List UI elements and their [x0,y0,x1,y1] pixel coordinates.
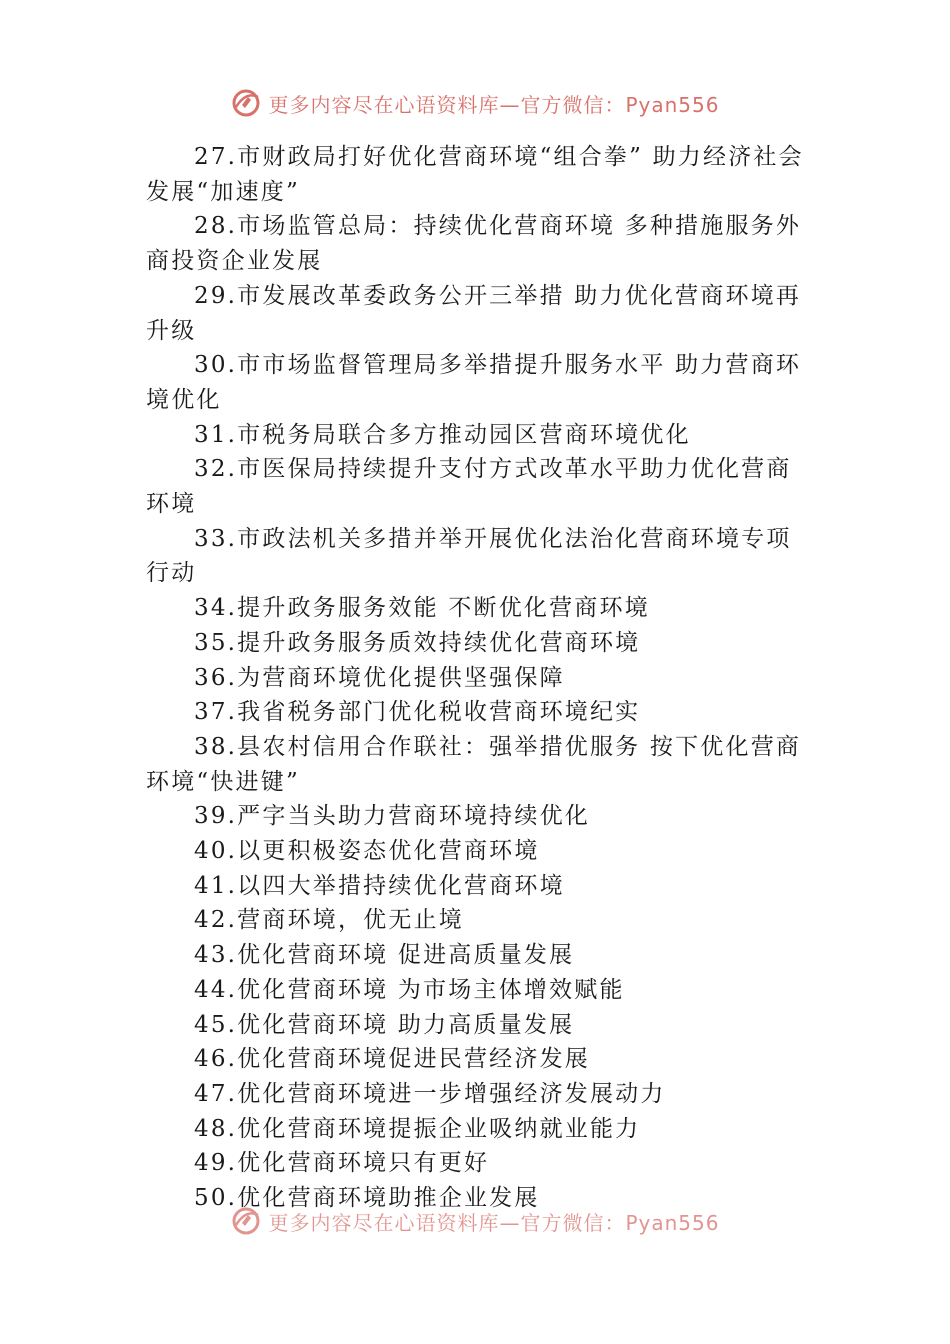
list-item: 30.市市场监督管理局多举措提升服务水平 助力营商环境优化 [146,352,802,413]
logo-icon [230,87,262,119]
list-item: 45.优化营商环境 助力高质量发展 [194,1011,575,1038]
watermark-footer [0,1206,950,1236]
list-item: 31.市税务局联合多方推动园区营商环境优化 [194,421,691,448]
list-item: 50.优化营商环境助推企业发展 [194,1185,540,1212]
list-item: 39.严字当头助力营商环境持续优化 [194,803,590,830]
list-item: 33.市政法机关多措并举开展优化法治化营商环境专项行动 [146,525,792,587]
list-item: 47.优化营商环境进一步增强经济发展动力 [194,1080,666,1107]
watermark-text: 更多内容尽在心语资料库—官方微信：Pyan556 [268,92,720,117]
watermark-text: 更多内容尽在心语资料库—官方微信：Pyan556 [268,1210,720,1235]
list-item: 29.市发展改革委政务公开三举措 助力优化营商环境再升级 [146,282,802,344]
list-item: 38.县农村信用合作联社：强举措优服务 按下优化营商环境“快进键” [146,733,802,795]
list-item: 27.市财政局打好优化营商环境“组合拳” 助力经济社会发展“加速度” [146,144,804,205]
list-item: 40.以更积极姿态优化营商环境 [194,838,540,865]
list-item: 46.优化营商环境促进民营经济发展 [194,1046,590,1073]
list-item: 32.市医保局持续提升支付方式改革水平助力优化营商环境 [146,456,792,518]
list-item: 34.提升政务服务效能 不断优化营商环境 [194,595,650,622]
list-item: 37.我省税务部门优化税收营商环境纪实 [194,699,641,726]
list-item: 42.营商环境，优无止境 [194,907,464,934]
list-item: 36.为营商环境优化提供坚强保障 [194,664,565,691]
watermark-header [0,86,950,120]
logo-icon [230,1206,262,1236]
document-body [146,140,810,1216]
list-item: 41.以四大举措持续优化营商环境 [194,872,565,899]
list-item: 28.市场监管总局：持续优化营商环境 多种措施服务外商投资企业发展 [146,213,802,275]
list-item: 44.优化营商环境 为市场主体增效赋能 [194,976,625,1003]
list-item: 43.优化营商环境 促进高质量发展 [194,942,575,969]
list-item: 35.提升政务服务质效持续优化营商环境 [194,629,641,656]
list-item: 48.优化营商环境提振企业吸纳就业能力 [194,1115,641,1142]
list-item: 49.优化营商环境只有更好 [194,1150,490,1177]
